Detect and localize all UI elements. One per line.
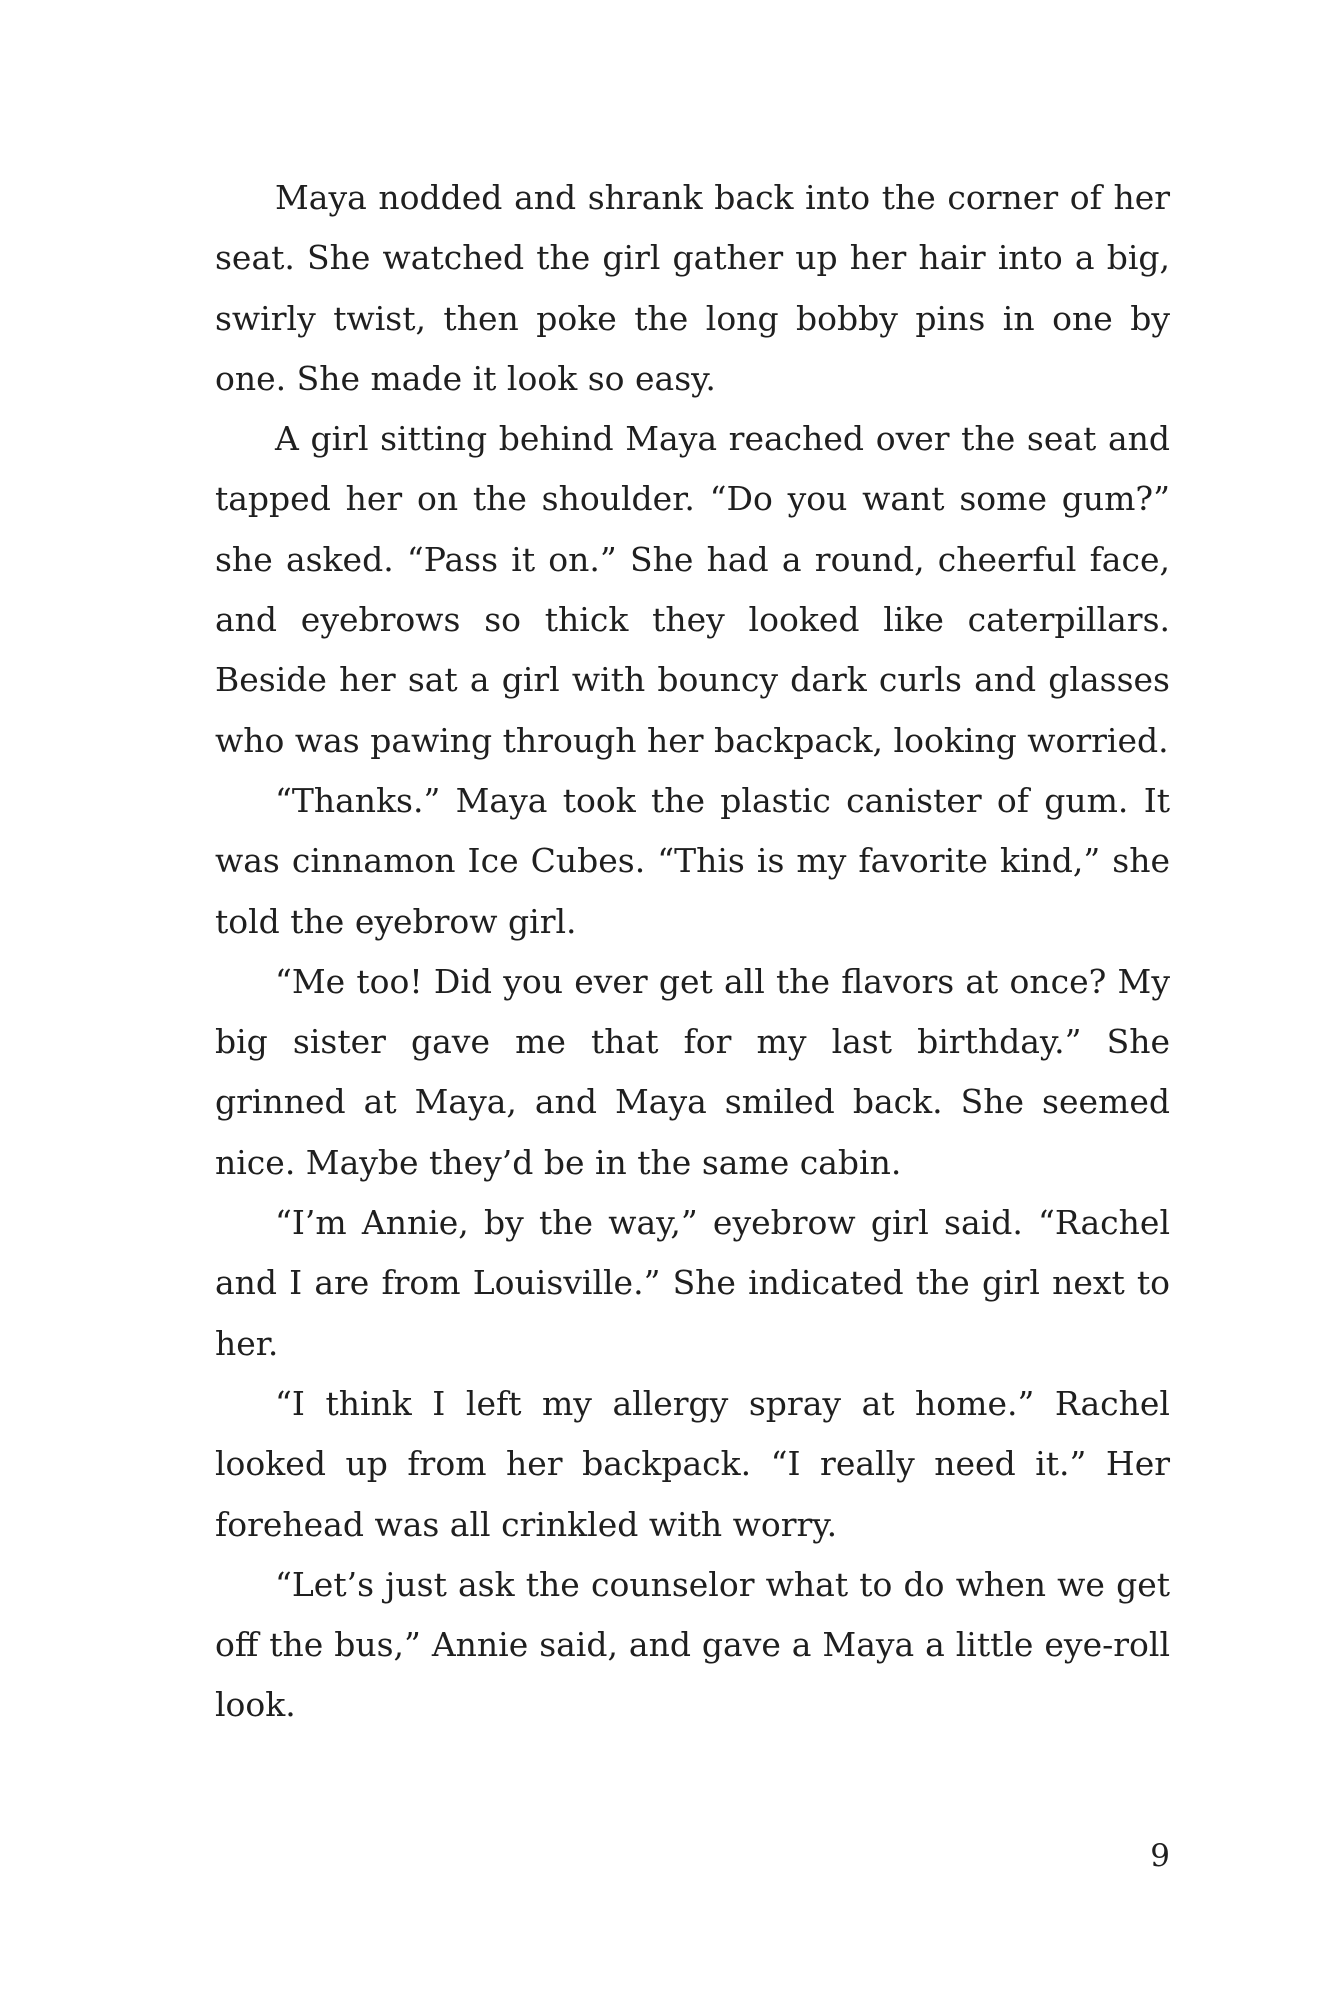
paragraph: “I’m Annie, by the way,” eyebrow girl said. “Rachel and I are from Louisville.” She indicated the girl next to her. — [215, 1203, 1170, 1363]
paragraph: “Let’s just ask the counselor what to do when we get off the bus,” Annie said, and gave a Maya a little eye-roll look. — [215, 1564, 1170, 1725]
paragraph: “Thanks.” Maya took the plastic canister of gum. It was cinnamon Ice Cubes. “This is my favorite kind,” she told the eyebrow girl. — [215, 780, 1170, 941]
body-text — [215, 168, 1170, 1736]
paragraph: A girl sitting behind Maya reached over the seat and tapped her on the shoulder. “Do you want some gum?” she asked. “Pass it on.” She had a round, cheerful face, and eyebrows so thick they looked like caterpillars. Beside her sat a girl with bouncy dark curls and glasses who was pawing through her backpack, looking worried. — [215, 419, 1170, 760]
paragraph: Maya nodded and shrank back into the corner of her seat. She watched the girl gather up her hair into a big, swirly twist, then poke the long bobby pins in one by one. She made it look so easy. — [215, 178, 1170, 398]
paragraph: “Me too! Did you ever get all the flavors at once? My big sister gave me that for my last birthday.” She grinned at Maya, and Maya smiled back. She seemed nice. Maybe they’d be in the same cabin. — [215, 961, 1170, 1182]
paragraph: “I think I left my allergy spray at home.” Rachel looked up from her backpack. “I really need it.” Her forehead was all crinkled with worry. — [215, 1383, 1170, 1544]
page-number: 9 — [1150, 1838, 1170, 1874]
